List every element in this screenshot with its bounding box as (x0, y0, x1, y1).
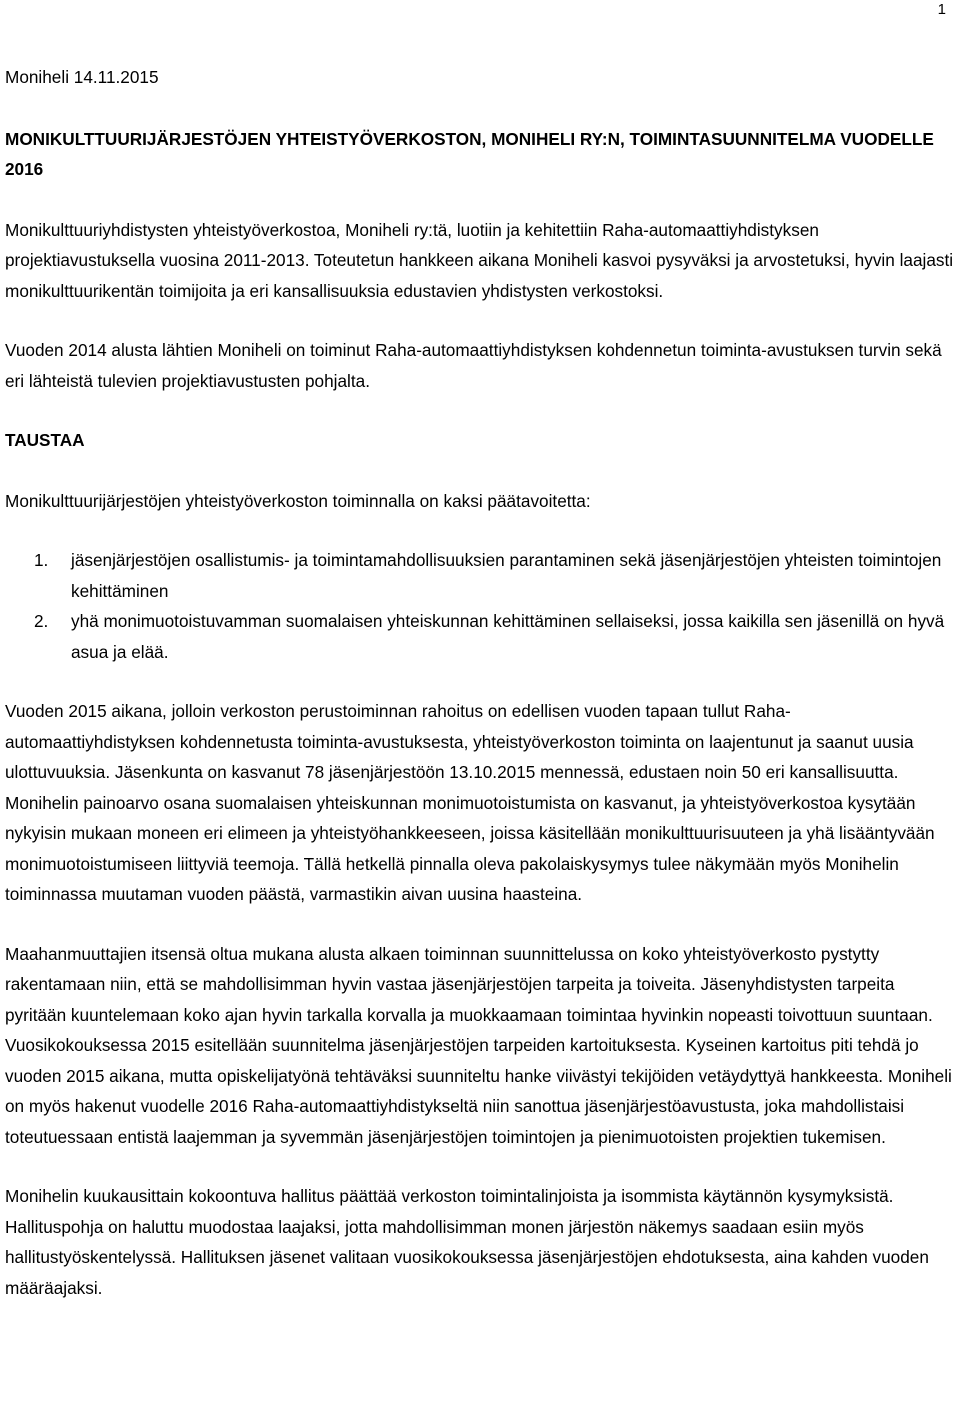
date-line: Moniheli 14.11.2015 (5, 67, 159, 87)
goal-item (5, 606, 955, 667)
funding-paragraph: Vuoden 2014 alusta lähtien Moniheli on toiminut Raha-automaattiyhdistyksen kohdennetun toiminta-avustuksen turvin sekä eri lähteistä tulevien projektiavustusten pohjalta. (5, 340, 942, 391)
goal-number: 1. (34, 550, 49, 570)
paragraph-immigrants: Maahanmuuttajien itsensä oltua mukana alusta alkaen toiminnan suunnittelussa on koko yhteistyöverkosto pystytty rakentamaan niin, että se mahdollisimman hyvin vastaa jäsenjärjestöjen tarpeita ja toiveita. Jäsenyhdistysten tarpeita pyritään kuuntelemaan koko ajan hyvin tarkalla korvalla ja muokkaamaan toimintaa hyvinkin nopeasti toivottuun suuntaan. Vuosikokouksessa 2015 esitellään suunnitelma jäsenjärjestöjen tarpeiden kartoituksesta. Kyseinen kartoitus piti tehdä jo vuoden 2015 aikana, mutta opiskelijatyönä tehtäväksi suunniteltu hanke viivästyi tekijöiden vetäydyttyä hankkeesta. Moniheli on myös hakenut vuodelle 2016 Raha-automaattiyhdistykseltä niin sanottua jäsenjärjestöavustusta, joka mahdollistaisi toteutuessaan entistä laajemman ja syvemmän jäsenjärjestöjen toimintojen ja pienimuotoisten projektien tukemisen. (5, 943, 952, 1147)
goal-number: 2. (34, 611, 49, 631)
intro-paragraph: Monikulttuuriyhdistysten yhteistyöverkostoa, Moniheli ry:tä, luotiin ja kehitettiin Raha-automaattiyhdistyksen projektiavustuksella vuosina 2011-2013. Toteutetun hankkeen aikana Moniheli kasvoi pysyväksi ja arvostetuksi, hyvin laajasti monikulttuurikentän toimijoita ja eri kansallisuuksia edustavien yhdistysten verkostoksi. (5, 219, 954, 301)
goal-text: yhä monimuotoistuvamman suomalaisen yhteiskunnan kehittäminen sellaiseksi, jossa kaikilla sen jäsenillä on hyvä asua ja elää. (71, 611, 945, 662)
goals-lead: Monikulttuurijärjestöjen yhteistyöverkoston toiminnalla on kaksi päätavoitetta: (5, 490, 591, 511)
paragraph-board: Monihelin kuukausittain kokoontuva hallitus päättää verkoston toimintalinjoista ja isommista käytännön kysymyksistä. Hallituspohja on haluttu muodostaa laajaksi, jotta mahdollisimman monen järjestön näkemys saadaan esiin myös hallitustyöskentelyssä. Hallituksen jäsenet valitaan vuosikokouksessa jäsenjärjestöjen ehdotuksesta, aina kahden vuoden määräajaksi. (5, 1186, 929, 1298)
section-heading-background: TAUSTAA (5, 430, 85, 450)
goal-text: jäsenjärjestöjen osallistumis- ja toimintamahdollisuuksien parantaminen sekä jäsenjärjestöjen yhteisten toimintojen kehittäminen (71, 550, 942, 601)
paragraph-2015: Vuoden 2015 aikana, jolloin verkoston perustoiminnan rahoitus on edellisen vuoden tapaan tullut Raha-automaattiyhdistyksen kohdennetusta toiminta-avustuksesta, yhteistyöverkoston toiminta on laajentunut ja saanut uusia ulottuvuuksia. Jäsenkunta on kasvanut 78 jäsenjärjestöön 13.10.2015 mennessä, edustaen noin 50 eri kansallisuutta. Monihelin painoarvo osana suomalaisen yhteiskunnan monimuotoistumista on kasvanut, ja yhteistyöverkostoa kysytään nykyisin mukaan moneen eri elimeen ja yhteistyöhankkeeseen, joissa käsitellään monikulttuurisuuteen ja yhä lisääntyvään monimuotoistumiseen liittyviä teemoja. Tällä hetkellä pinnalla oleva pakolaiskysymys tulee näkymään myös Monihelin toiminnassa muutaman vuoden päästä, varmastikin aivan uusina haasteina. (5, 701, 935, 904)
page-number: 1 (937, 1, 946, 18)
document-title: MONIKULTTUURIJÄRJESTÖJEN YHTEISTYÖVERKOSTON, MONIHELI RY:N, TOIMINTASUUNNITELMA VUODELLE 2016 (5, 128, 934, 179)
goals-list (5, 545, 955, 667)
document-body (5, 62, 955, 1332)
goal-item (5, 545, 955, 606)
